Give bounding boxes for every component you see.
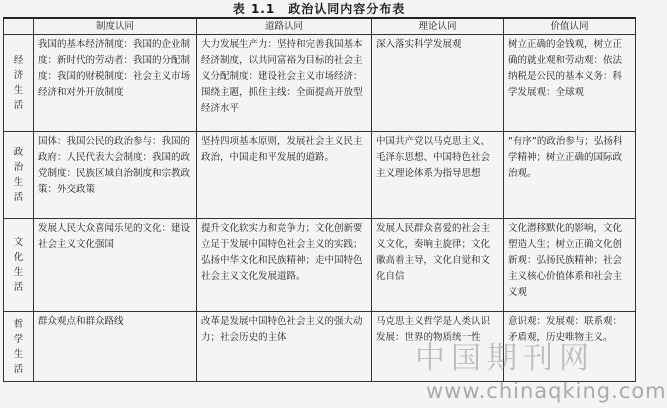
table-cell: 发展人民大众喜闻乐见的文化：建设社会主义文化强国 <box>34 219 197 312</box>
table-cell: 中国共产党以马克思主义、毛泽东思想、中国特色社会主义理论体系为指导思想 <box>372 132 504 219</box>
row-category: 哲学生活 <box>4 312 34 382</box>
table-cell: 提升文化软实力和竞争力；文化创新要立足于发展中国特色社会主义的实践；弘扬中华文化和民族精神；走中国特色社会主义文化发展道路。 <box>197 219 372 312</box>
table-cell: 群众观点和群众路线 <box>34 312 197 382</box>
row-category: 经济生活 <box>4 35 34 132</box>
table-row-culture <box>4 219 636 312</box>
header-theory: 理论认同 <box>372 18 504 35</box>
table-cell: 马克思主义哲学是人类认识发展：世界的物质统一性 <box>372 312 504 382</box>
row-category: 文化生活 <box>4 219 34 312</box>
watermark-text: 中国期刊网 <box>415 341 595 376</box>
header-row <box>4 18 636 35</box>
table-cell: 我国的基本经济制度：我国的企业制度：新时代的劳动者：我国的分配制度：我国的财税制度：社会主义市场经济和对外开放制度 <box>34 35 197 132</box>
table-cell: 树立正确的金钱观，树立正确的就业观和劳动观：依法纳税是公民的基本义务：科学发展观：全球观 <box>504 35 636 132</box>
header-value: 价值认同 <box>504 18 636 35</box>
table-cell: “有序”的政治参与；弘扬科学精神；树立正确的国际政治观。 <box>504 132 636 219</box>
table-row-economy <box>4 35 636 132</box>
table-title: 表 1.1 政治认同内容分布表 <box>232 2 406 16</box>
table-row-philosophy <box>4 312 636 382</box>
header-corner <box>4 18 34 35</box>
table-row-politics <box>4 132 636 219</box>
table-cell: 深入落实科学发展观 <box>372 35 504 132</box>
header-institution: 制度认同 <box>34 18 197 35</box>
row-category: 政治生活 <box>4 132 34 219</box>
table-cell: 发展人民群众喜爱的社会主义文化，奏响主旋律；文化徽高着主导，文化自觉和文化自信 <box>372 219 504 312</box>
table-cell: 改革是发展中国特色社会主义的强大动力；社会历史的主体 <box>197 312 372 382</box>
table-cell: 文化潜移默化的影响，文化塑造人生；树立正确文化创新观：弘扬民族精神；社会主义核心价值体系和社会主义观 <box>504 219 636 312</box>
table-cell: 意识观：发展观：联系观：矛盾观，历史唯物主义。 <box>504 312 636 382</box>
header-path: 道路认同 <box>197 18 372 35</box>
table-cell: 大力发展生产力：坚持和完善我国基本经济制度，以共同富裕为目标的社会主义分配制度：建设社会主义市场经济：围绕主题，抓住主线：全面提高开放型经济水平 <box>197 35 372 132</box>
watermark-url: www.chinaqking.com <box>426 379 667 403</box>
table-cell: 坚持四项基本原则，发展社会主义民主政治，中国走和平发展的道路。 <box>197 132 372 219</box>
table-cell: 国体：我国公民的政治参与：我国的政府：人民代表大会制度：我国的政党制度：民族区域自治制度和宗教政策：外交政策 <box>34 132 197 219</box>
content-table <box>3 17 636 382</box>
